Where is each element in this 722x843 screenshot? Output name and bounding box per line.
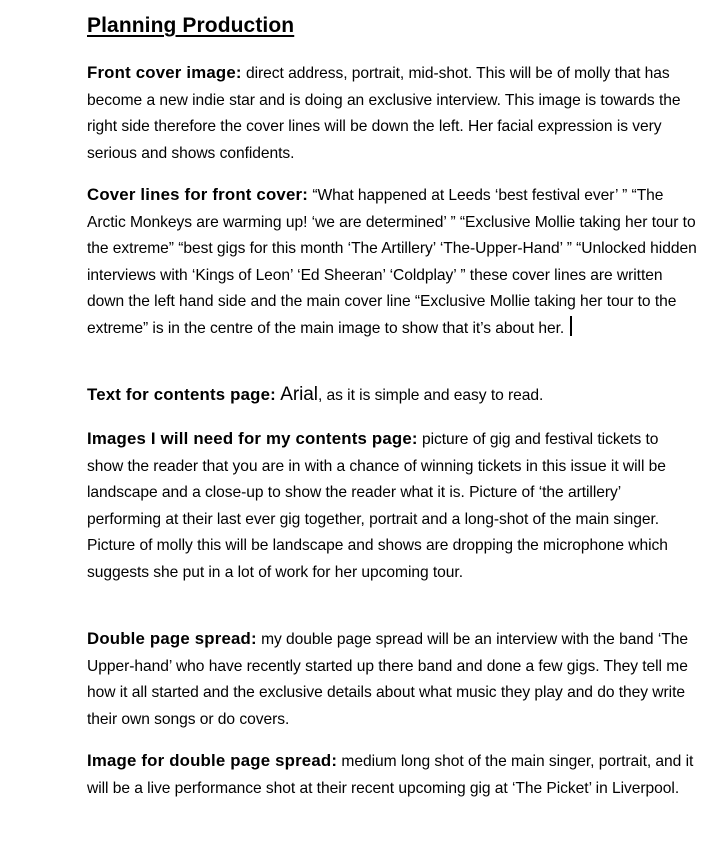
section-text: direct address, portrait, mid-shot. This will be of molly that has become a new indie star and is doing an exclusive interview. This image is towards the right side therefore the cover lines will be down the left. Her facial expression is very serious and shows confidents. (87, 65, 681, 162)
section-text: , as it is simple and easy to read. (317, 387, 544, 404)
section-contents-images (87, 426, 697, 587)
section-label: Text for contents page: (87, 385, 276, 404)
font-name: Arial (280, 384, 318, 405)
section-label: Image for double page spread: (87, 751, 338, 770)
section-text: picture of gig and festival tickets to show the reader that you are in with a chance of winning tickets in this issue it will be landscape and a close-up to show the reader what it is. Picture of ‘the artillery’ performing at their last ever gig together, portrait and a long-shot of the main singer. Picture of molly this will be landscape and shows are dropping the microphone which suggests she put in a lot of work for her upcoming tour. (87, 431, 668, 581)
text-cursor (570, 316, 572, 336)
section-text: “What happened at Leeds ‘best festival ever’ ” “The Arctic Monkeys are warming up! ‘we are determined’ ” “Exclusive Mollie taking her tour to the extreme” “best gigs for this month ‘The Artillery’ ‘The-Upper-Hand’ ” “Unlocked hidden interviews with ‘Kings of Leon’ ‘Ed Sheeran’ ‘Coldplay’ ” these cover lines are written down the left hand side and the main cover line “Exclusive Mollie taking her tour to the extreme” is in the centre of the main image to show that it’s about her. (87, 187, 697, 337)
section-double-page-spread (87, 626, 697, 733)
section-label: Cover lines for front cover: (87, 185, 309, 204)
section-label: Front cover image: (87, 63, 242, 82)
page-title: Planning Production (87, 14, 295, 37)
section-text: medium long shot of the main singer, portrait, and it will be a live performance shot at their recent upcoming gig at ‘The Picket’ in Liverpool. (87, 753, 694, 797)
section-double-page-image (87, 748, 697, 802)
section-contents-text (87, 382, 697, 410)
section-label: Double page spread: (87, 629, 257, 648)
section-label: Images I will need for my contents page: (87, 429, 418, 448)
section-front-cover-image (87, 60, 697, 167)
section-text: my double page spread will be an interview with the band ‘The Upper-hand’ who have recently started up there band and done a few gigs. They tell me how it all started and the exclusive details about what music they play and do they write their own songs or do covers. (87, 631, 688, 728)
section-cover-lines (87, 182, 697, 343)
